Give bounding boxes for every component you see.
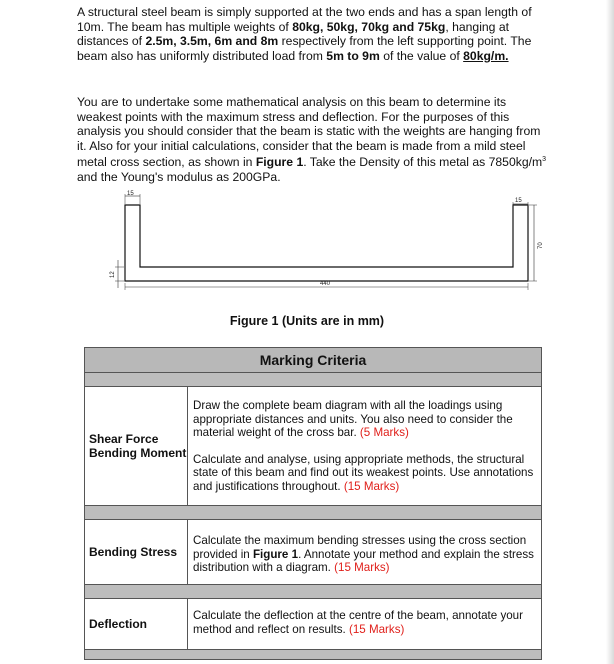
table-title: Marking Criteria bbox=[85, 348, 542, 373]
row-description: Draw the complete beam diagram with all the loadings using appropriate distances and units. You also need to consider the material weight of the cross bar. (5 Marks) Calculate and analyse, using appropriate methods, the structural state of this beam and find out its weakest points. Use annotations and justifications throughout. (15 Marks) bbox=[188, 387, 542, 506]
table-row bbox=[85, 387, 542, 506]
row-label: Shear Force Bending Moment bbox=[85, 387, 188, 506]
channel-section-outline bbox=[125, 205, 528, 281]
intro-paragraph: A structural steel beam is simply supported at the two ends and has a span length of 10m. The beam has multiple weights of 80kg, 50kg, 70kg and 75kg, hanging at distances of 2.5m, 3.5m, 6m and 8m respectively from the left supporting point. The beam also has uniformly distributed load from 5m to 9m of the value of 80kg/m. bbox=[77, 5, 532, 63]
row-label: Deflection bbox=[85, 599, 188, 650]
table-separator bbox=[85, 506, 542, 520]
dim-left-top: 15 bbox=[127, 191, 134, 197]
page-edge-shadow bbox=[606, 0, 614, 664]
dim-height: 70 bbox=[538, 242, 544, 249]
row-description: Calculate the maximum bending stresses using the cross section provided in Figure 1. Annotate your method and explain the stress distribution with a diagram. (15 Marks) bbox=[188, 520, 542, 585]
table-row bbox=[85, 599, 542, 650]
row-description: Calculate the deflection at the centre of the beam, annotate your method and reflect on results. (15 Marks) bbox=[188, 599, 542, 650]
table-separator bbox=[85, 373, 542, 387]
table-row bbox=[85, 520, 542, 585]
table-separator bbox=[85, 585, 542, 599]
marking-criteria-table bbox=[84, 347, 542, 660]
table-separator bbox=[85, 650, 542, 660]
task-paragraph: You are to undertake some mathematical analysis on this beam to determine its weakest points with the maximum stress and deflection. For the purposes of this analysis you should consider that the beam is static with the weights are hanging from it. Also for your initial calculations, consider that the beam is made from a mild steel metal cross section, as shown in Figure 1. Take the Density of this metal as $7850kg/m^3$ and the Young's modulus as 200GPa. bbox=[77, 95, 547, 185]
figure-caption: Figure 1 (Units are in mm) bbox=[229, 314, 385, 328]
dim-right-top: 15 bbox=[515, 198, 522, 204]
dim-flange: 12 bbox=[110, 271, 116, 278]
dim-width: 440 bbox=[320, 281, 331, 287]
cross-section-figure bbox=[105, 190, 550, 295]
row-label: Bending Stress bbox=[85, 520, 188, 585]
